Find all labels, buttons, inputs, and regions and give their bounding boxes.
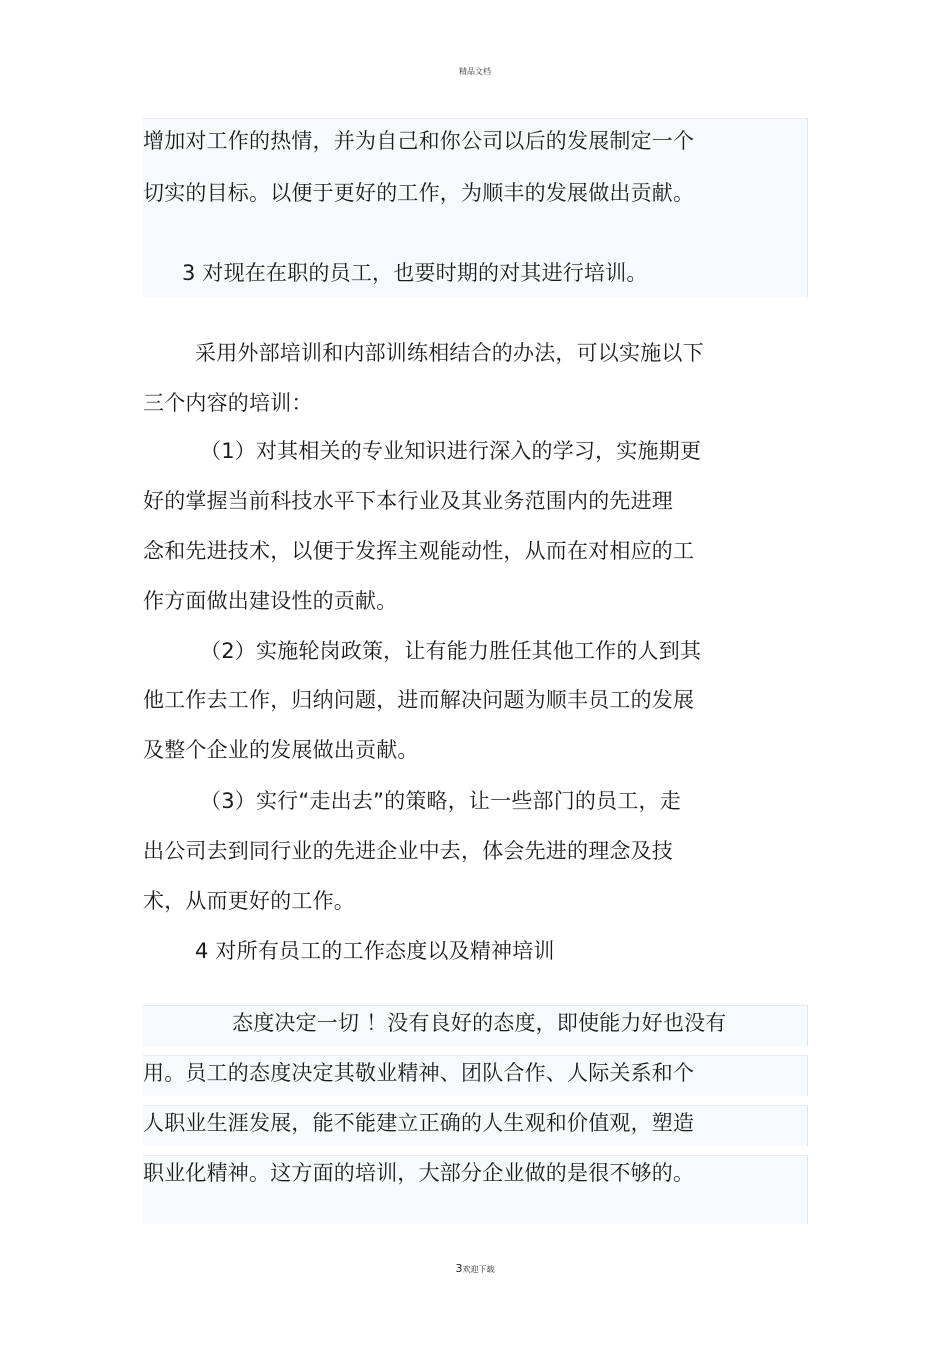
text-line: 他工作去工作，归纳问题，进而解决问题为顺丰员工的发展: [143, 688, 695, 712]
text-line: 态度决定一切 ！没有良好的态度，即使能力好也没有: [232, 1011, 727, 1035]
page-number: 3: [455, 1262, 463, 1275]
text-line: 出公司去到同行业的先进企业中去，体会先进的理念及技: [143, 839, 673, 863]
page-footer: [0, 1262, 950, 1275]
text-line: （1）对其相关的专业知识进行深入的学习，实施期更: [200, 439, 702, 463]
text-line: 用。员工的态度决定其敬业精神、团队合作、人际关系和个: [143, 1061, 695, 1085]
text-line: 3 对现在在职的员工，也要时期的对其进行培训。: [182, 261, 648, 285]
text-line: 4 对所有员工的工作态度以及精神培训: [195, 939, 555, 963]
text-line: 作方面做出建设性的贡献。: [143, 589, 398, 613]
text-line: 切实的目标。以便于更好的工作，为顺丰的发展做出贡献。: [143, 181, 695, 205]
page-header: 精品文档: [459, 67, 491, 76]
text-line: 及整个企业的发展做出贡献。: [143, 738, 419, 762]
text-line: （2）实施轮岗政策，让有能力胜任其他工作的人到其: [200, 639, 702, 663]
text-line: 念和先进技术，以便于发挥主观能动性，从而在对相应的工: [143, 539, 695, 563]
text-line: 职业化精神。这方面的培训，大部分企业做的是很不够的。: [143, 1161, 695, 1185]
footer-text: 欢迎下载: [462, 1265, 495, 1274]
text-line: 采用外部培训和内部训练相结合的办法，可以实施以下: [195, 341, 704, 365]
text-line: （3）实行“走出去”的策略，让一些部门的员工，走: [200, 789, 681, 813]
text-line: 术，从而更好的工作。: [143, 889, 355, 913]
text-line: 人职业生涯发展，能不能建立正确的人生观和价值观，塑造: [143, 1111, 695, 1135]
text-line: 增加对工作的热情，并为自己和你公司以后的发展制定一个: [143, 129, 695, 153]
text-line: 三个内容的培训：: [143, 391, 313, 415]
text-line: 好的掌握当前科技水平下本行业及其业务范围内的先进理: [143, 489, 673, 513]
